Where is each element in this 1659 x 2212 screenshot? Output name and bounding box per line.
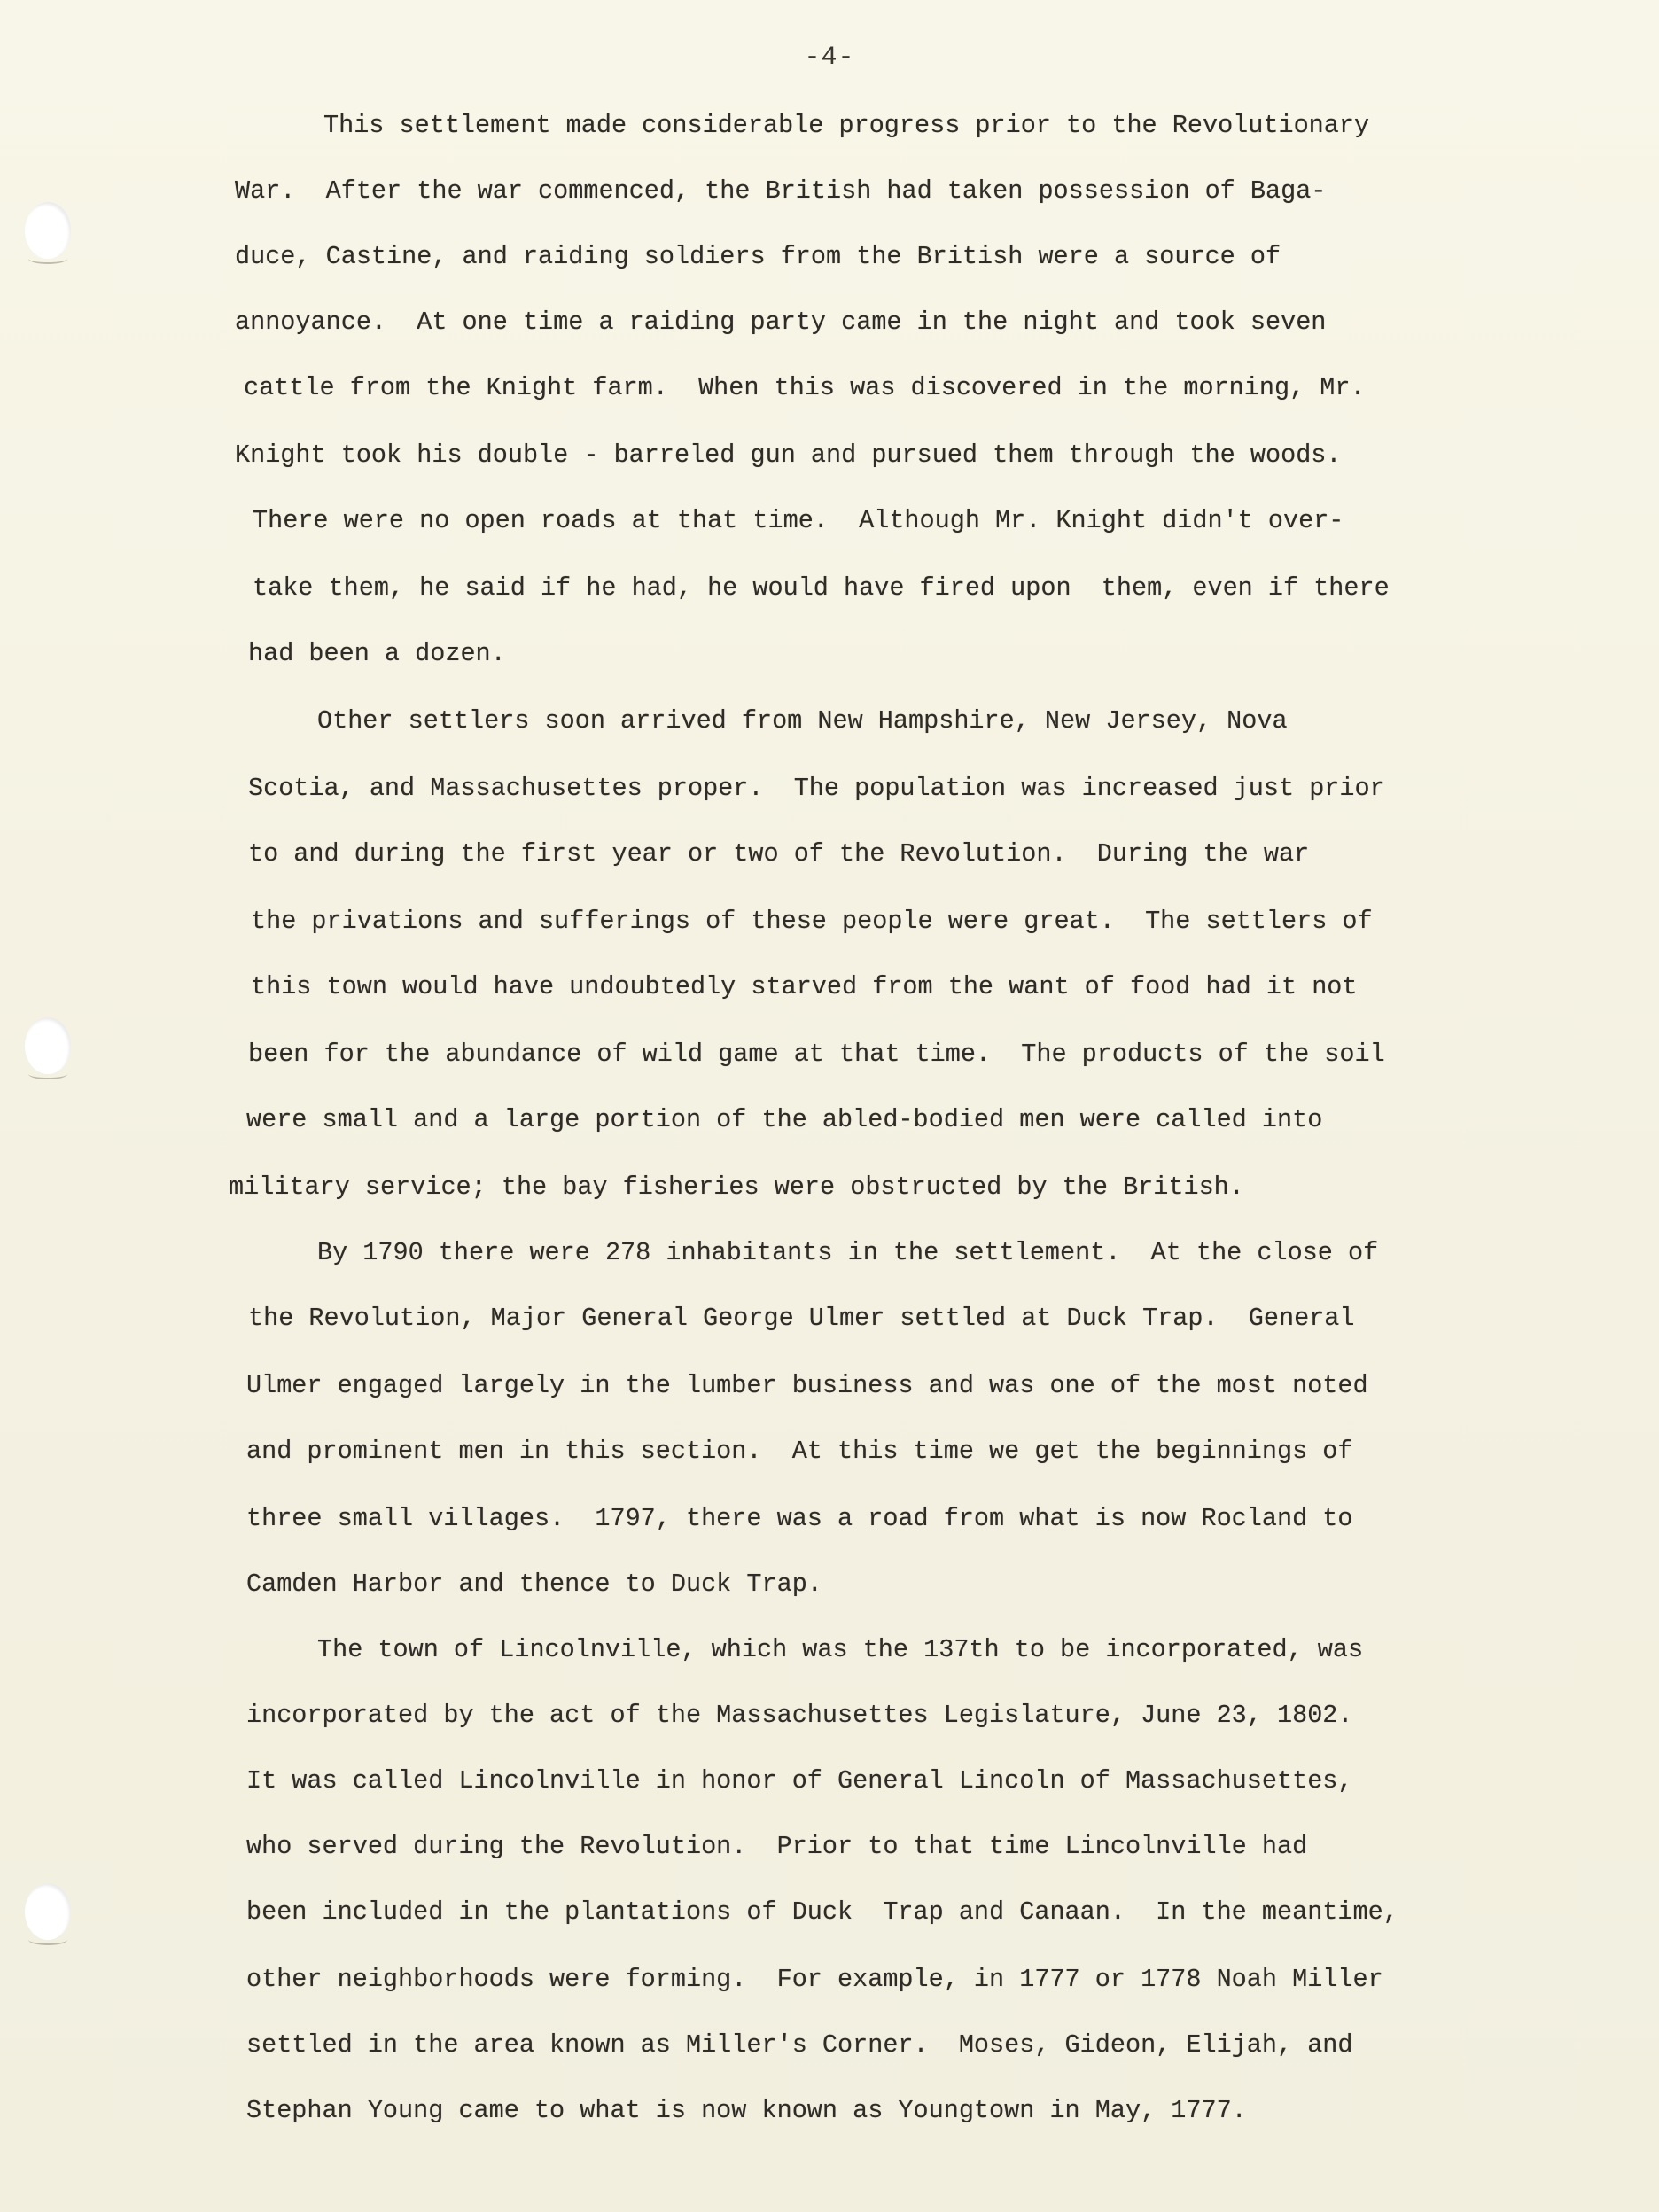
text-line: settled in the area known as Miller's Corner. Moses, Gideon, Elijah, and bbox=[246, 2030, 1353, 2060]
text-line: Camden Harbor and thence to Duck Trap. bbox=[246, 1569, 822, 1599]
text-line: The town of Lincolnville, which was the 137th to be incorporated, was bbox=[317, 1635, 1364, 1664]
text-line: It was called Lincolnville in honor of General Lincoln of Massachusettes, bbox=[246, 1766, 1353, 1795]
text-line: Knight took his double - barreled gun and pursued them through the woods. bbox=[235, 440, 1342, 470]
text-line: Scotia, and Massachusettes proper. The population was increased just prior bbox=[248, 774, 1385, 803]
text-line: There were no open roads at that time. Although Mr. Knight didn't over- bbox=[253, 506, 1344, 535]
text-line: the Revolution, Major General George Ulmer settled at Duck Trap. General bbox=[248, 1304, 1355, 1333]
text-line: Stephan Young came to what is now known as Youngtown in May, 1777. bbox=[246, 2096, 1247, 2125]
text-line: military service; the bay fisheries were obstructed by the British. bbox=[229, 1172, 1244, 1202]
text-line: and prominent men in this section. At this time we get the beginnings of bbox=[246, 1437, 1353, 1466]
text-line: By 1790 there were 278 inhabitants in the settlement. At the close of bbox=[317, 1238, 1379, 1267]
text-line: who served during the Revolution. Prior to that time Lincolnville had bbox=[246, 1832, 1308, 1861]
text-line: Other settlers soon arrived from New Hampshire, New Jersey, Nova bbox=[317, 706, 1288, 736]
text-line: War. After the war commenced, the British had taken possession of Baga- bbox=[235, 176, 1327, 206]
text-line: had been a dozen. bbox=[248, 639, 506, 668]
text-line: been included in the plantations of Duck Trap and Canaan. In the meantime, bbox=[246, 1897, 1398, 1927]
text-line: were small and a large portion of the abled-bodied men were called into bbox=[246, 1105, 1323, 1134]
punch-hole bbox=[25, 1017, 71, 1074]
text-line: been for the abundance of wild game at that time. The products of the soil bbox=[248, 1040, 1385, 1069]
text-line: three small villages. 1797, there was a road from what is now Rocland to bbox=[246, 1504, 1353, 1533]
text-line: take them, he said if he had, he would have fired upon them, even if there bbox=[253, 573, 1390, 603]
text-line: duce, Castine, and raiding soldiers from the British were a source of bbox=[235, 242, 1281, 271]
text-line: incorporated by the act of the Massachusettes Legislature, June 23, 1802. bbox=[246, 1701, 1353, 1730]
text-line: other neighborhoods were forming. For example, in 1777 or 1778 Noah Miller bbox=[246, 1965, 1383, 1994]
text-line: this town would have undoubtedly starved from the want of food had it not bbox=[251, 972, 1358, 1001]
punch-hole bbox=[25, 202, 71, 259]
text-line: to and during the first year or two of the Revolution. During the war bbox=[248, 839, 1310, 868]
punch-hole bbox=[25, 1883, 71, 1940]
text-line: the privations and sufferings of these people were great. The settlers of bbox=[251, 907, 1373, 936]
text-line: cattle from the Knight farm. When this was discovered in the morning, Mr. bbox=[244, 373, 1366, 402]
text-line: annoyance. At one time a raiding party came in the night and took seven bbox=[235, 308, 1327, 337]
text-line: This settlement made considerable progress prior to the Revolutionary bbox=[323, 111, 1370, 140]
text-line: Ulmer engaged largely in the lumber business and was one of the most noted bbox=[246, 1371, 1368, 1400]
page-number: -4- bbox=[804, 43, 855, 73]
